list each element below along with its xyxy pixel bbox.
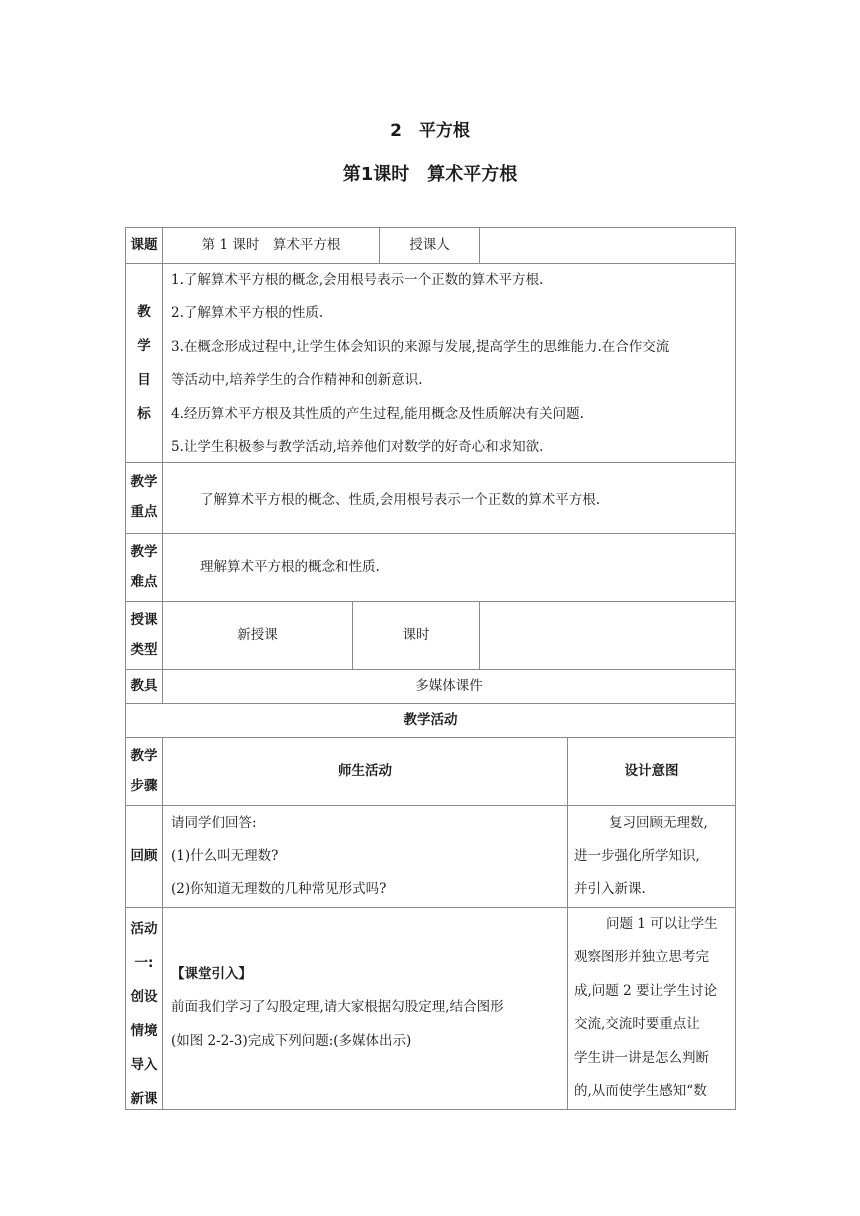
- activity1-intent: 学生讲一讲是怎么判断: [574, 1050, 709, 1066]
- review-label: 回顾: [130, 848, 158, 864]
- activity-header: 师生活动: [338, 763, 392, 779]
- review-intent: 复习回顾无理数,: [609, 815, 708, 831]
- activity1-intent: 交流,交流时要重点让: [574, 1016, 700, 1032]
- goal-item: 1.了解算术平方根的概念,会用根号表示一个正数的算术平方根.: [171, 272, 544, 288]
- activity1-line: 前面我们学习了勾股定理,请大家根据勾股定理,结合图形: [171, 999, 504, 1015]
- topic-label: 课题: [130, 237, 158, 253]
- review-line: (1)什么叫无理数?: [171, 848, 279, 864]
- topic-value: 第 1 课时 算术平方根: [201, 237, 341, 253]
- goal-item: 等活动中,培养学生的合作精神和创新意识.: [171, 372, 423, 388]
- type-value: 新授课: [237, 627, 278, 643]
- period-title: 第1课时 算术平方根: [342, 164, 518, 185]
- goal-item: 5.让学生积极参与教学活动,培养他们对数学的好奇心和求知欲.: [171, 439, 544, 455]
- tools-label: 教具: [130, 678, 158, 694]
- review-intent: 并引入新课.: [574, 881, 646, 897]
- goal-item: 2.了解算术平方根的性质.: [171, 305, 324, 321]
- goals-label: 教 学 目 标: [137, 304, 151, 422]
- review-intent: 进一步强化所学知识,: [574, 848, 700, 864]
- key-value: 了解算术平方根的概念、性质,会用根号表示一个正数的算术平方根.: [200, 492, 601, 508]
- activity1-label: 活动 一: 创设 情境 导入 新课: [130, 921, 158, 1107]
- activity1-heading: 【课堂引入】: [171, 966, 252, 982]
- activity1-intent: 的,从而使学生感知“数: [574, 1083, 707, 1099]
- activity1-intent: 问题 1 可以让学生: [606, 916, 718, 932]
- step-label: 教学 步骤: [130, 748, 158, 794]
- type-label: 授课 类型: [130, 612, 158, 658]
- activity1-line: (如图 2-2-3)完成下列问题:(多媒体出示): [171, 1033, 412, 1049]
- review-line: 请同学们回答:: [171, 815, 257, 831]
- review-line: (2)你知道无理数的几种常见形式吗?: [171, 881, 387, 897]
- difficult-label: 教学 难点: [130, 544, 158, 590]
- goal-item: 4.经历算术平方根及其性质的产生过程,能用概念及性质解决有关问题.: [171, 406, 584, 422]
- difficult-value: 理解算术平方根的概念和性质.: [200, 559, 380, 575]
- activity1-intent: 观察图形并独立思考完: [574, 949, 709, 965]
- lesson-title: 2 平方根: [390, 121, 470, 141]
- activity1-intent: 成,问题 2 要让学生讨论: [574, 983, 717, 999]
- goal-item: 3.在概念形成过程中,让学生体会知识的来源与发展,提高学生的思维能力.在合作交流: [171, 339, 670, 355]
- tools-value: 多媒体课件: [415, 678, 483, 694]
- teacher-label: 授课人: [409, 237, 450, 253]
- intent-header: 设计意图: [624, 763, 679, 779]
- hours-label: 课时: [402, 627, 430, 643]
- key-label: 教学 重点: [130, 474, 158, 520]
- activities-title: 教学活动: [403, 712, 458, 728]
